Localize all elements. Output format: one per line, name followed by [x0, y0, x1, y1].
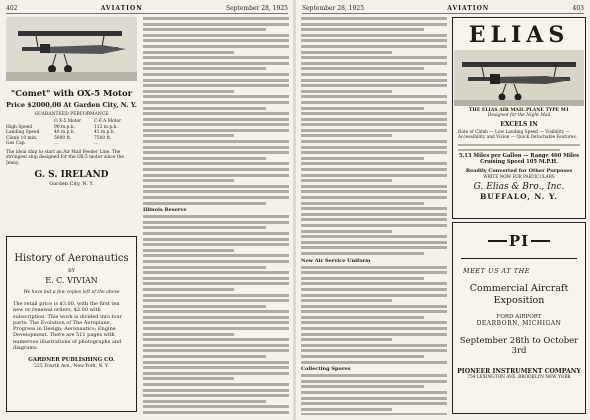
right-running-title: AVIATION: [447, 4, 490, 12]
left-page-date: September 28, 1925: [225, 4, 288, 12]
elias-features: Rate of Climb — Low Landing Speed — Visibility — Accessibility and Vision — Quick Detachable Features.: [458, 130, 578, 141]
section-heading-uniform: New Air Service Uniform: [301, 257, 371, 264]
pioneer-company: PIONEER INSTRUMENT COMPANY: [457, 368, 581, 375]
elias-write-now: WRITE NOW FOR PARTICULARS: [483, 174, 555, 180]
elias-brand: ELIAS: [468, 22, 570, 48]
pioneer-address: 754 LEXINGTON AVE. BROOKLYN NEW YORK: [467, 375, 571, 380]
comet-location: Garden City, N. Y.: [49, 181, 94, 188]
history-title: History of Aeronautics: [14, 253, 129, 264]
perf-row: Climb 10 min. 5000 ft. 7500 ft.: [6, 135, 112, 141]
history-publisher: GARDNER PUBLISHING CO.: [28, 357, 115, 364]
elias-ad: [452, 17, 586, 219]
right-page: [296, 0, 590, 420]
comet-guarantee: GUARANTEED PERFORMANCE: [34, 112, 109, 117]
elias-converted: Readily Converted for Other Purposes: [465, 168, 573, 175]
pioneer-city: DEARBORN, MICHIGAN: [476, 320, 562, 327]
comet-performance-table: [6, 119, 137, 147]
perf-col-a: O X-5 Motor: [54, 119, 82, 124]
history-by: BY: [68, 268, 75, 274]
perf-row: High Speed 90 m.p.h. 112 m.p.h.: [6, 124, 118, 130]
elias-stat-mileage: 5.13 Miles per Gallon — Range 460 Miles: [458, 153, 580, 160]
pioneer-event: Commercial Aircraft Exposition: [469, 283, 569, 306]
section-heading-spores: Collecting Spores: [301, 366, 351, 373]
left-page: [0, 0, 294, 420]
section-heading-illinois: Illinois Reserve: [143, 207, 187, 214]
history-author: E. C. VIVIAN: [45, 276, 98, 285]
perf-col-b: C-6 A Motor: [94, 119, 122, 124]
elias-sub: Designed for the Night Mail: [487, 113, 551, 118]
comet-blurb: The ideal ship to start an Air Mail Feeder Line. The strongest ship designed for the OX-5 motor since the Jenny.: [6, 149, 124, 166]
comet-biplane-image: [6, 17, 137, 81]
pioneer-meet: MEET US AT THE: [463, 267, 531, 275]
right-page-date: September 28, 1925: [302, 4, 365, 12]
elias-stat-speed: Cruising Speed 105 M.P.H.: [480, 159, 558, 166]
left-page-header: [6, 3, 288, 14]
pioneer-logo: [488, 230, 550, 252]
elias-caption: THE ELIAS AIR MAIL PLANE TYPE M1: [468, 108, 570, 113]
left-running-title: AVIATION: [100, 4, 143, 12]
elias-maker: G. Elias & Bro., Inc.: [473, 182, 565, 193]
elias-city: BUFFALO, N. Y.: [479, 192, 559, 202]
perf-row: Gas Cap. ... ...: [6, 141, 99, 147]
history-body: The retail price is $3.00, with the first ten new or renewal orders, $2.00 with subscription. This work is divided into four parts: The Evolution of The Aeroplane, Progress in Design; Aeronautics; Engine Development. There are 511 pages with numerous illustrations of photographs and diagrams.: [13, 301, 122, 352]
perf-row: Landing Speed 40 m.p.h. 41 m.p.h.: [6, 130, 115, 136]
right-page-number: 403: [572, 4, 584, 12]
pioneer-ad: [452, 222, 586, 414]
pioneer-dates: September 28th to October 3rd: [459, 336, 579, 356]
right-text-column: [301, 17, 447, 415]
pioneer-logo-text: PI: [508, 232, 530, 250]
elias-airplane-image: [454, 50, 584, 106]
comet-ad: [6, 17, 137, 230]
comet-headline: "Comet" with OX-5 Motor: [10, 89, 133, 99]
history-address: 225 Fourth Ave., New York, N. Y.: [34, 364, 109, 370]
pioneer-airport: FORD AIRPORT: [496, 314, 542, 320]
left-page-number: 402: [6, 4, 18, 12]
history-ad: [6, 236, 137, 412]
comet-company: G. S. IRELAND: [34, 170, 109, 181]
history-tagline: We have but a few copies left of the above: [23, 290, 120, 295]
left-text-column: [143, 17, 289, 415]
right-page-header: [302, 3, 584, 14]
elias-excels: EXCELS IN: [500, 121, 538, 128]
comet-price: Price $2000.00 At Garden City, N. Y.: [6, 101, 137, 109]
